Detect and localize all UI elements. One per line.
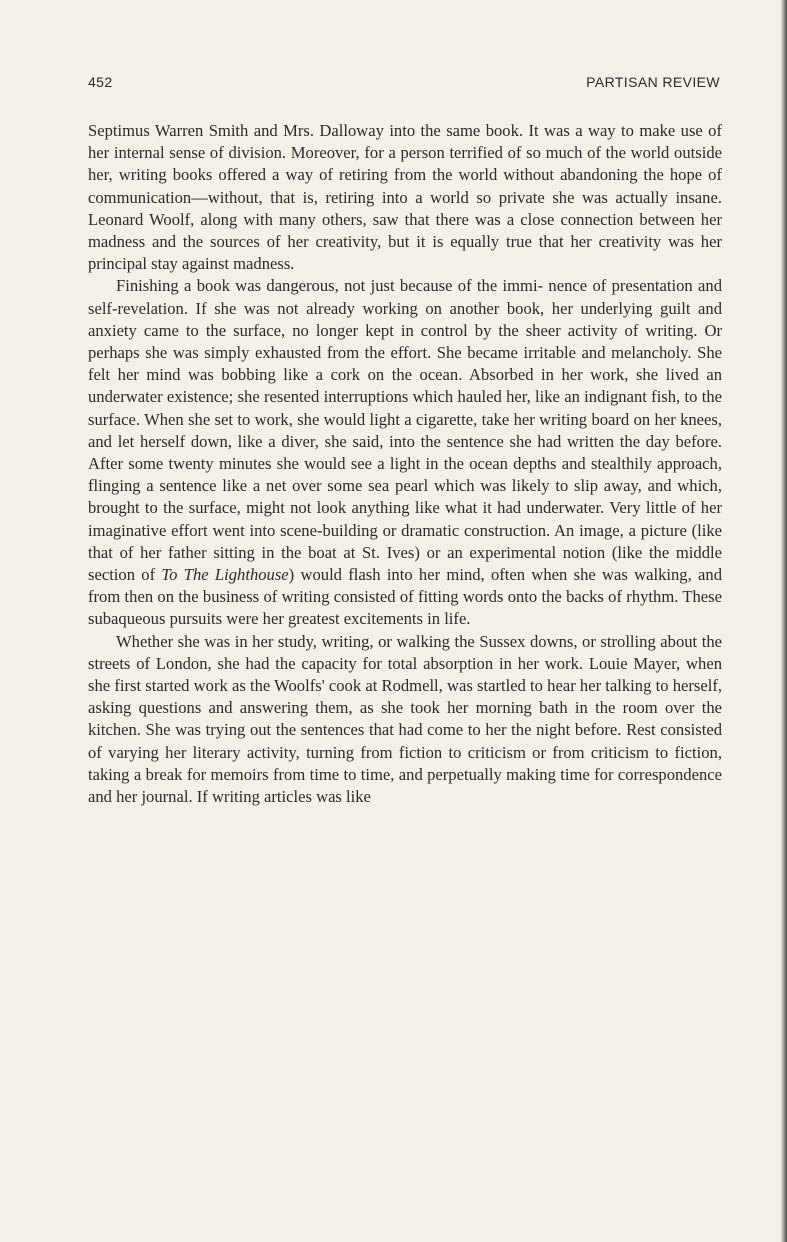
journal-title: PARTISAN REVIEW xyxy=(586,74,720,90)
paragraph-3-text: Whether she was in her study, writing, or walking the Sussex downs, or strolling about the streets of London, she had the capacity for total absorption in her work. Louie Mayer, when she first started work as the Woolfs' cook at Rodmell, was startled to hear her talking to herself, asking questions and answering them, as she took her morning bath in the room over the kitchen. She was trying out the sentences that had come to her the night before. Rest consisted of varying her literary activity, turning from fiction to criticism or from criticism to fiction, taking a break for memoirs from time to time, and perpetually making time for correspondence and her journal. If writing articles was like xyxy=(88,631,722,807)
page-spine-edge xyxy=(781,0,787,1242)
paragraph-1-text: Septimus Warren Smith and Mrs. Dalloway into the same book. It was a way to make use of her internal sense of division. Moreover, for a person terrified of so much of the world outside her, writing books offered a way of retiring from the world without abandoning the hope of communication—without, that is, retiring into a world so private she was actually insane. Leonard Woolf, along with many others, saw that there was a close connection between her madness and the sources of her creativity, but it is equally true that her creativity was her principal stay against madness. xyxy=(88,121,722,274)
body-text xyxy=(88,120,722,808)
paragraph-2-text-before: Finishing a book was dangerous, not just because of the immi- nence of presentation and self-revelation. If she was not already working on another book, her underlying guilt and anxiety came to the surface, no longer kept in control by the sheer activity of writing. Or perhaps she was simply exhausted from the effort. She became irritable and melancholy. She felt her mind was bobbing like a cork on the ocean. Absorbed in her work, she lived an underwater existence; she resented interruptions which hauled her, like an indignant fish, to the surface. When she set to work, she would light a cigarette, take her writing board on her knees, and let herself down, like a diver, she said, into the sentence she had written the day before. After some twenty minutes she would see a light in the ocean depths and stealthily approach, flinging a sentence like a net over some sea pearl which was likely to slip away, and which, brought to the surface, might not look anything like what it had underwater. Very little of her imaginative effort went into scene-building or dramatic construction. An image, a picture (like that of her father sitting in the boat at St. Ives) or an experimental notion (like the middle section of xyxy=(88,276,722,585)
book-title-italic: To The Lighthouse xyxy=(161,565,289,585)
running-head xyxy=(88,74,720,94)
page-number: 452 xyxy=(88,74,113,90)
paragraph-2 xyxy=(88,275,722,630)
paragraph-1 xyxy=(88,120,722,275)
paragraph-3 xyxy=(88,631,722,809)
paragraph-2-text-after: ) would flash into her mind, often when she was walking, and from then on the business of writing consisted of fitting words onto the backs of rhythm. These subaqueous pursuits were her greatest excitements in life. xyxy=(88,565,722,629)
